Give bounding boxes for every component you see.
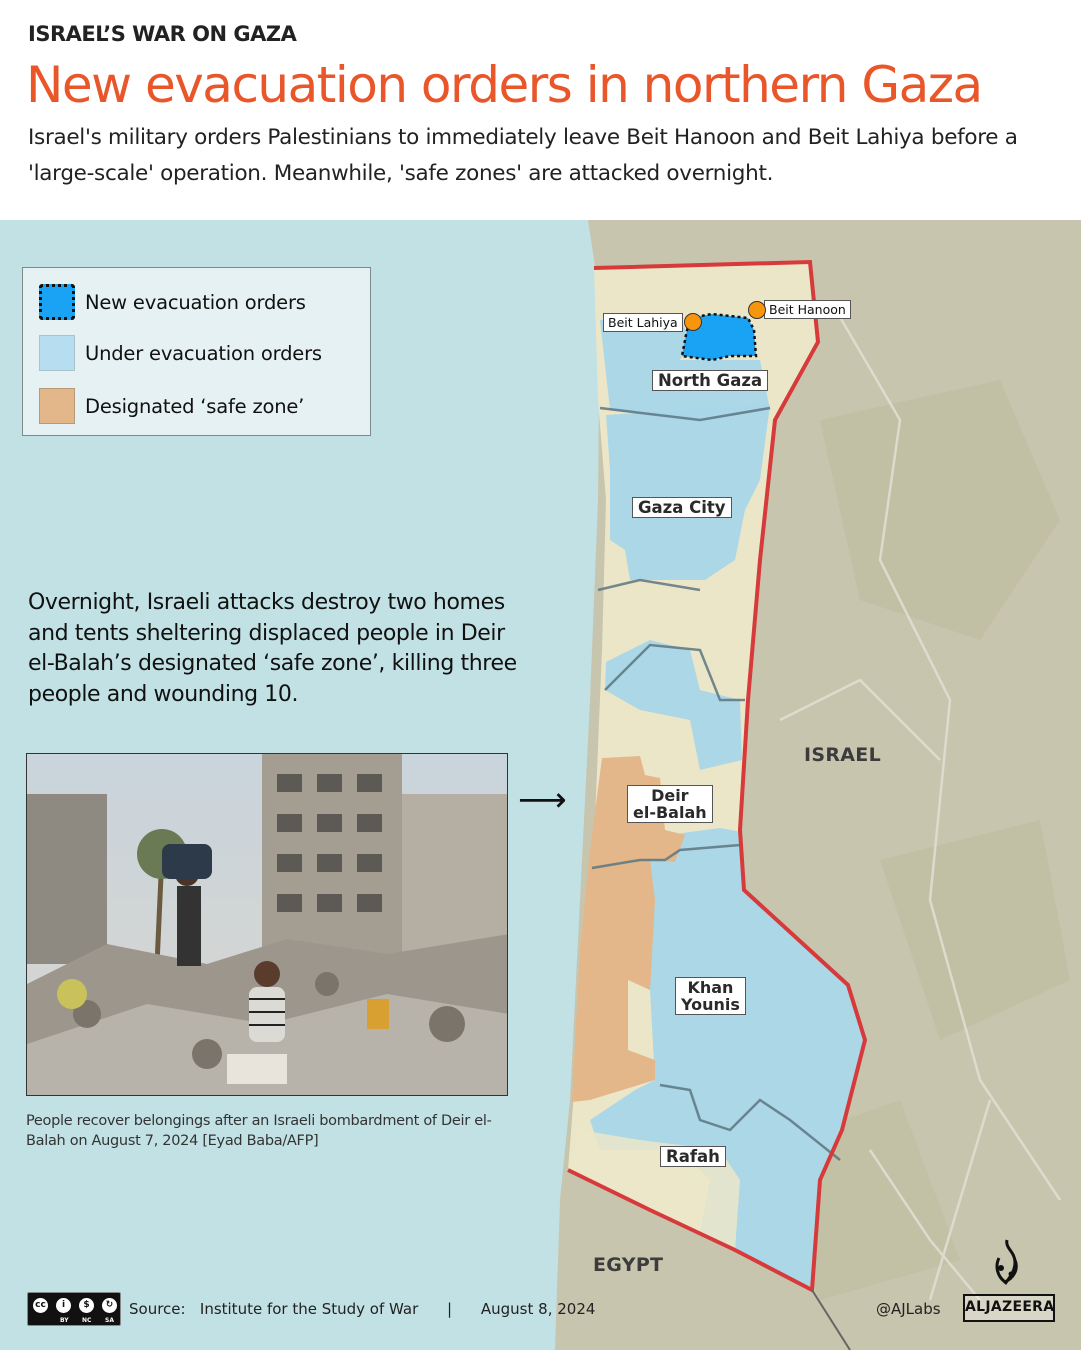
aljazeera-logo-icon [985,1238,1029,1288]
source-label: Source: [129,1300,186,1318]
region-label-line: Khan [687,978,734,997]
region-label-khan-younis [675,977,746,1015]
town-label-beit-lahiya: Beit Lahiya [603,313,683,332]
brand-wordmark: ALJAZEERA [963,1294,1055,1322]
arrow-right-icon: ⟶ [518,780,567,820]
town-marker-icon [748,301,766,319]
legend-item-safe-zone [39,388,304,424]
news-photo [26,753,508,1096]
map [0,220,1081,1350]
page-title: New evacuation orders in northern Gaza [26,56,982,114]
legend-label: Designated ‘safe zone’ [85,394,305,418]
source-line [129,1300,595,1318]
subtitle: Israel's military orders Palestinians to immediately leave Beit Hanoon and Beit Lahiya before a 'large-scale' operation. Meanwhile, 'safe zones' are attacked overnight. [28,125,1018,186]
region-label-line: Younis [681,995,740,1014]
legend [22,267,371,436]
publish-date: August 8, 2024 [480,1300,596,1318]
legend-item-under-evacuation [39,335,322,371]
story-text: Overnight, Israeli attacks destroy two homes and tents sheltering displaced people in Deir el-Balah’s designated ‘safe zone’, killing three people and wounding 10. [28,590,517,707]
footer [0,1290,1081,1330]
region-label-line: el-Balah [633,803,707,822]
country-label-israel: ISRAEL [804,744,881,766]
under-evacuation-swatch [39,335,75,371]
region-label-north-gaza: North Gaza [652,370,768,391]
social-handle: @AJLabs [876,1300,941,1318]
legend-label: Under evacuation orders [85,341,322,365]
creative-commons-license-icon: cc i $ ↻ BY NC SA [27,1292,121,1326]
region-label-gaza-city: Gaza City [632,497,732,518]
new-evacuation-swatch [39,284,75,320]
photo-caption: People recover belongings after an Israeli bombardment of Deir el-Balah on August 7, 2024 [Eyad Baba/AFP] [26,1113,492,1149]
region-label-rafah: Rafah [660,1146,726,1167]
country-label-egypt: EGYPT [593,1254,664,1276]
header [0,0,1081,220]
separator: | [447,1300,453,1318]
legend-item-new-evacuation [39,284,306,320]
source-name: Institute for the Study of War [199,1300,419,1318]
town-marker-icon [684,313,702,331]
legend-label: New evacuation orders [85,290,306,314]
region-label-deir-el-balah [627,785,713,823]
kicker: ISRAEL’S WAR ON GAZA [28,22,297,46]
safe-zone-swatch [39,388,75,424]
region-label-line: Deir [651,786,689,805]
town-label-beit-hanoon: Beit Hanoon [764,300,851,319]
